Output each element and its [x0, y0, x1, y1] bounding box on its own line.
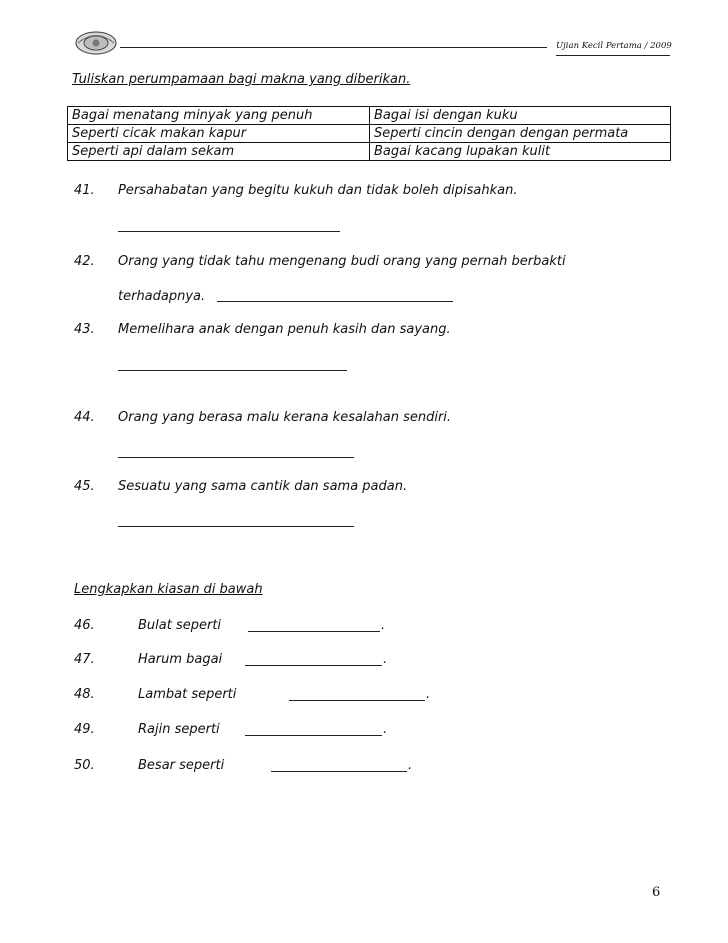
- table-cell: Bagai menatang minyak yang penuh: [68, 107, 370, 125]
- table-cell: Seperti cicak makan kapur: [68, 125, 370, 143]
- question-text: Sesuatu yang sama cantik dan sama padan.: [118, 479, 408, 494]
- answer-line-47[interactable]: [245, 665, 382, 666]
- table-row: [68, 107, 671, 125]
- question-number: 41.: [74, 183, 95, 198]
- end-mark: .: [383, 722, 388, 737]
- end-mark: .: [381, 618, 386, 633]
- table-cell: Bagai kacang lupakan kulit: [370, 143, 671, 161]
- item-number: 50.: [74, 758, 95, 773]
- school-crest-icon: [74, 30, 118, 56]
- question-text: Persahabatan yang begitu kukuh dan tidak boleh dipisahkan.: [118, 183, 518, 198]
- item-number: 46.: [74, 618, 95, 633]
- table-cell: Seperti api dalam sekam: [68, 143, 370, 161]
- kiasan-label: Lambat seperti: [138, 687, 237, 702]
- options-table: [67, 106, 671, 161]
- answer-line-43[interactable]: [118, 370, 347, 371]
- question-number: 42.: [74, 254, 95, 269]
- section-title: Lengkapkan kiasan di bawah: [74, 582, 263, 597]
- question-text-continuation: terhadapnya.: [118, 289, 206, 304]
- answer-line-42[interactable]: [217, 301, 453, 302]
- page-number: 6: [652, 885, 661, 900]
- end-mark: .: [383, 652, 388, 667]
- item-number: 48.: [74, 687, 95, 702]
- header-rule: [120, 47, 547, 48]
- end-mark: .: [408, 758, 413, 773]
- answer-line-48[interactable]: [289, 700, 425, 701]
- answer-line-50[interactable]: [271, 771, 407, 772]
- kiasan-label: Harum bagai: [138, 652, 223, 667]
- answer-line-41[interactable]: [118, 231, 340, 232]
- item-number: 49.: [74, 722, 95, 737]
- instruction-text: Tuliskan perumpamaan bagi makna yang diberikan.: [72, 72, 411, 87]
- answer-line-46[interactable]: [248, 631, 380, 632]
- question-number: 43.: [74, 322, 95, 337]
- answer-line-45[interactable]: [118, 526, 354, 527]
- item-number: 47.: [74, 652, 95, 667]
- answer-line-49[interactable]: [245, 735, 382, 736]
- question-number: 45.: [74, 479, 95, 494]
- table-cell: Seperti cincin dengan dengan permata: [370, 125, 671, 143]
- header-title-underline: [556, 55, 670, 56]
- kiasan-label: Besar seperti: [138, 758, 225, 773]
- table-row: [68, 143, 671, 161]
- answer-line-44[interactable]: [118, 457, 354, 458]
- end-mark: .: [426, 687, 431, 702]
- kiasan-label: Rajin seperti: [138, 722, 220, 737]
- question-text: Orang yang berasa malu kerana kesalahan sendiri.: [118, 410, 452, 425]
- table-cell: Bagai isi dengan kuku: [370, 107, 671, 125]
- kiasan-label: Bulat seperti: [138, 618, 222, 633]
- question-number: 44.: [74, 410, 95, 425]
- table-row: [68, 125, 671, 143]
- question-text: Orang yang tidak tahu mengenang budi orang yang pernah berbakti: [118, 254, 566, 269]
- question-text: Memelihara anak dengan penuh kasih dan sayang.: [118, 322, 451, 337]
- header-title: Ujian Kecil Pertama / 2009: [556, 41, 672, 51]
